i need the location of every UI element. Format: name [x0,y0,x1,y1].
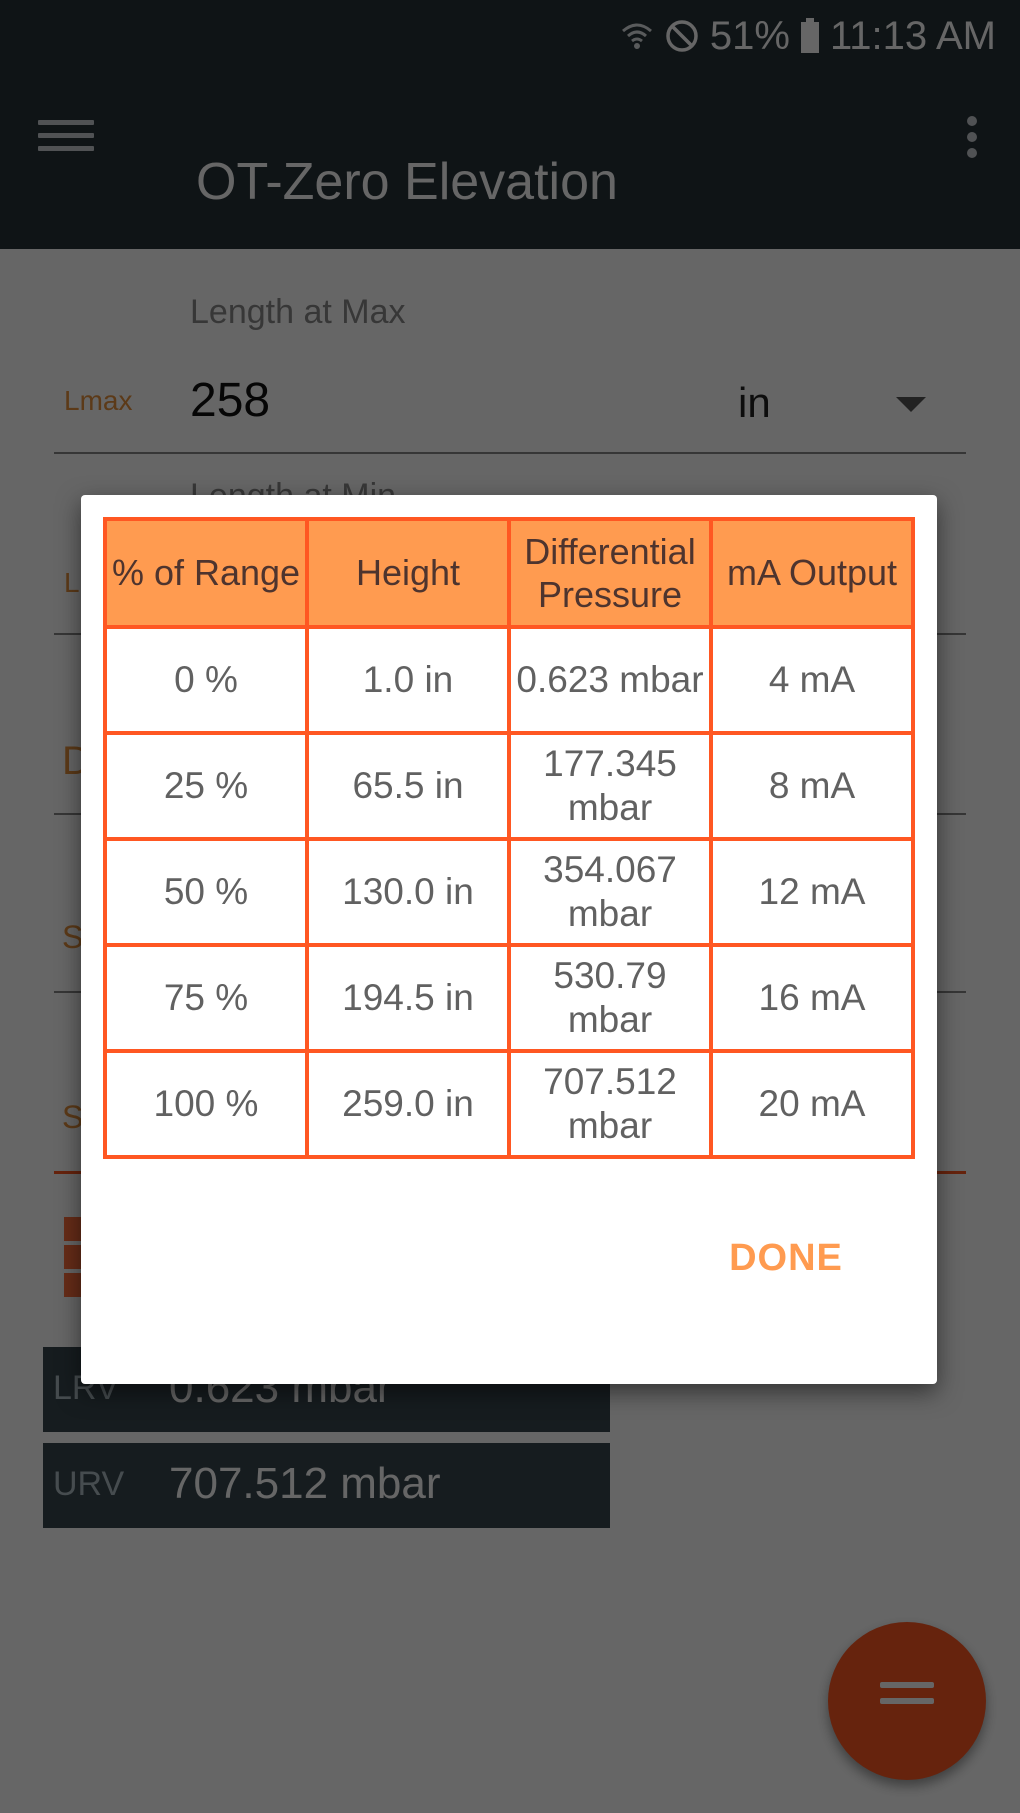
cell-percent: 0 % [105,627,307,733]
cell-ma: 12 mA [711,839,913,945]
cell-percent: 100 % [105,1051,307,1157]
done-button[interactable]: DONE [729,1236,843,1279]
table-row [105,839,913,945]
cell-height: 130.0 in [307,839,509,945]
cell-height: 65.5 in [307,733,509,839]
cell-ma: 16 mA [711,945,913,1051]
cell-percent: 25 % [105,733,307,839]
cell-pressure: 354.067 mbar [509,839,711,945]
cell-ma: 20 mA [711,1051,913,1157]
header-ma-output: mA Output [711,519,913,627]
table-header-row [105,519,913,627]
table-row [105,627,913,733]
header-height: Height [307,519,509,627]
cell-height: 1.0 in [307,627,509,733]
table-row [105,733,913,839]
cell-pressure: 0.623 mbar [509,627,711,733]
cell-pressure: 177.345 mbar [509,733,711,839]
table-row [105,1051,913,1157]
cell-height: 194.5 in [307,945,509,1051]
header-differential-pressure: Differential Pressure [509,519,711,627]
range-table [103,517,915,1159]
table-row [105,945,913,1051]
cell-height: 259.0 in [307,1051,509,1157]
header-percent-range: % of Range [105,519,307,627]
cell-ma: 8 mA [711,733,913,839]
cell-percent: 75 % [105,945,307,1051]
range-table-dialog [81,495,937,1384]
cell-pressure: 707.512 mbar [509,1051,711,1157]
cell-ma: 4 mA [711,627,913,733]
cell-pressure: 530.79 mbar [509,945,711,1051]
cell-percent: 50 % [105,839,307,945]
